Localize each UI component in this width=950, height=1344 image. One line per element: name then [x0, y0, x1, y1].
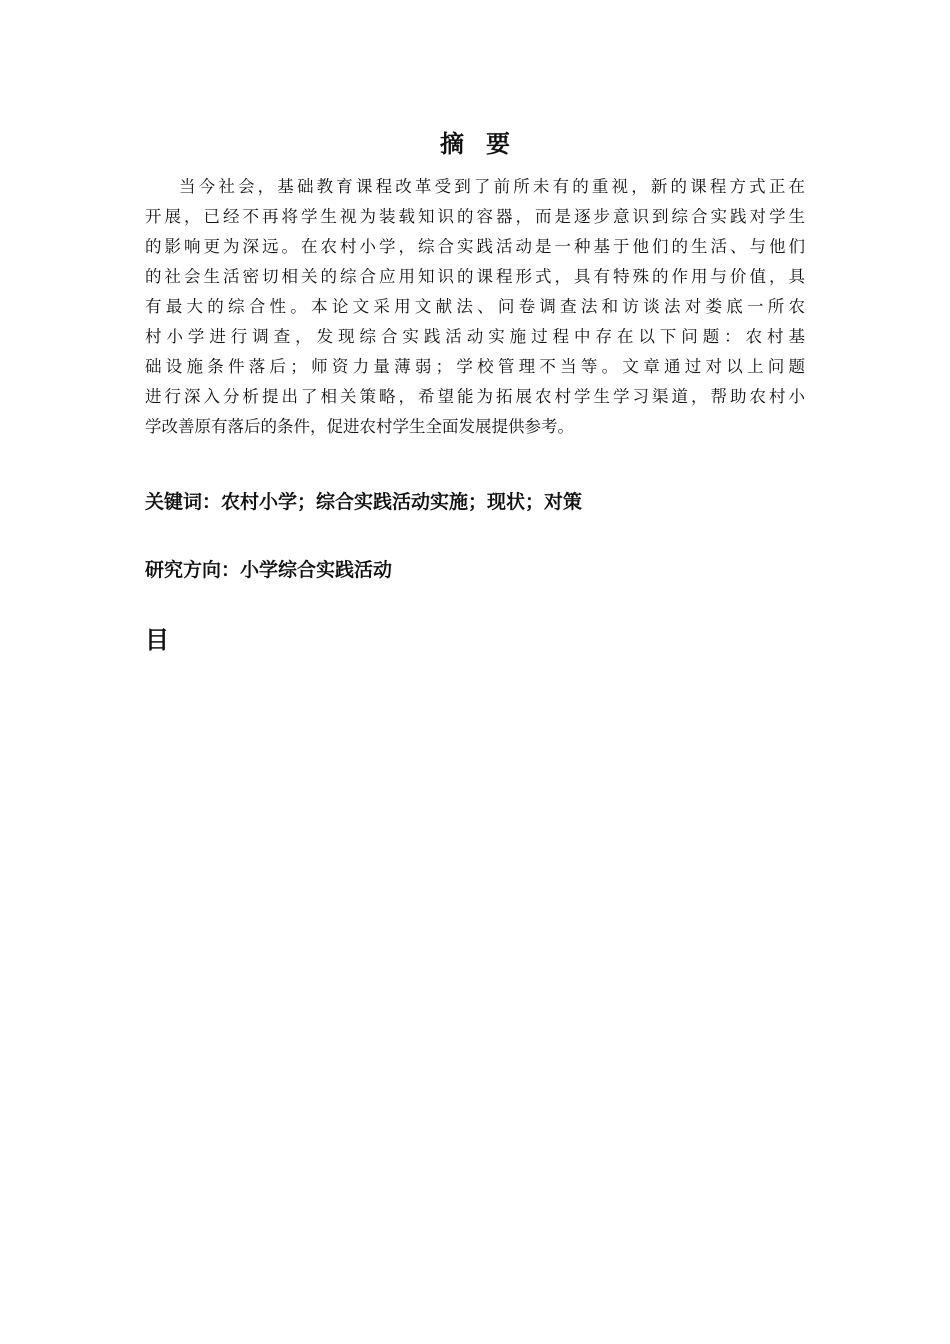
research-direction: 研究方向：小学综合实践活动: [145, 559, 393, 581]
abstract-body: [145, 172, 805, 442]
toc-heading: 目: [145, 626, 169, 654]
abstract-line: 当今社会，基础教育课程改革受到了前所未有的重视，新的课程方式正在: [179, 177, 805, 196]
abstract-title: 摘要: [440, 130, 532, 158]
abstract-line: 的影响更为深远。在农村小学，综合实践活动是一种基于他们的生活、与他们: [145, 237, 805, 256]
keywords: 关键词：农村小学；综合实践活动实施；现状；对策: [145, 491, 583, 513]
abstract-line: 学改善原有落后的条件，促进农村学生全面发展提供参考。: [145, 417, 574, 436]
abstract-line: 开展，已经不再将学生视为装载知识的容器，而是逐步意识到综合实践对学生: [145, 207, 805, 226]
abstract-line: 进行深入分析提出了相关策略，希望能为拓展农村学生学习渠道，帮助农村小: [145, 387, 805, 406]
abstract-line: 的社会生活密切相关的综合应用知识的课程形式，具有特殊的作用与价值，具: [145, 267, 805, 286]
abstract-line: 础设施条件落后；师资力量薄弱；学校管理不当等。文章通过对以上问题: [145, 357, 805, 376]
abstract-line: 村小学进行调查，发现综合实践活动实施过程中存在以下问题：农村基: [145, 327, 805, 346]
abstract-line: 有最大的综合性。本论文采用文献法、问卷调查法和访谈法对娄底一所农: [145, 297, 805, 316]
